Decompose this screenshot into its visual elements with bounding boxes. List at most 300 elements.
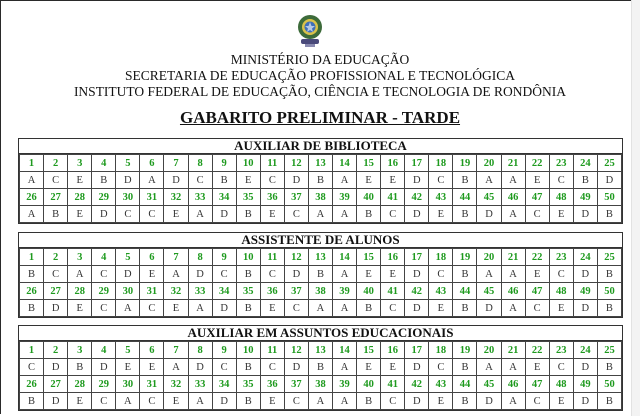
question-number: 38	[308, 376, 332, 393]
answer-cell: B	[357, 206, 381, 223]
answer-cell: E	[357, 359, 381, 376]
answer-cell: B	[453, 359, 477, 376]
question-number: 14	[333, 342, 357, 359]
answer-cell: A	[477, 172, 501, 189]
question-number: 16	[381, 155, 405, 172]
question-number: 39	[333, 376, 357, 393]
question-number: 14	[333, 155, 357, 172]
answer-cell: C	[116, 206, 140, 223]
question-number: 48	[549, 376, 573, 393]
question-number: 48	[549, 189, 573, 206]
question-number: 35	[236, 189, 260, 206]
answer-cell: C	[284, 300, 308, 317]
answer-cell: B	[357, 393, 381, 410]
answer-cell: C	[44, 172, 68, 189]
answer-cell: D	[212, 393, 236, 410]
answer-cell: E	[260, 393, 284, 410]
answer-cell: E	[381, 359, 405, 376]
question-number: 44	[453, 376, 477, 393]
question-number: 31	[140, 376, 164, 393]
answer-cell: D	[44, 300, 68, 317]
answer-cell: C	[429, 172, 453, 189]
question-number: 5	[116, 155, 140, 172]
question-number: 25	[597, 155, 621, 172]
answer-cell: D	[212, 300, 236, 317]
question-number: 40	[357, 189, 381, 206]
question-number: 31	[140, 283, 164, 300]
answer-cell: A	[477, 266, 501, 283]
answer-cell: E	[525, 359, 549, 376]
question-number: 20	[477, 249, 501, 266]
question-number: 38	[308, 283, 332, 300]
question-number: 20	[477, 155, 501, 172]
answer-cell: B	[92, 172, 116, 189]
answer-cell: C	[429, 359, 453, 376]
answer-table-1	[18, 232, 623, 318]
question-number: 39	[333, 283, 357, 300]
question-number: 50	[597, 283, 621, 300]
question-number: 17	[405, 155, 429, 172]
table-title: AUXILIAR EM ASSUNTOS EDUCACIONAIS	[19, 326, 622, 341]
answer-cell: A	[20, 206, 44, 223]
question-number: 28	[68, 189, 92, 206]
answer-row	[20, 172, 622, 189]
answer-cell: D	[284, 359, 308, 376]
answer-cell: B	[236, 206, 260, 223]
answer-cell: C	[525, 300, 549, 317]
answer-cell: E	[549, 393, 573, 410]
answer-cell: C	[92, 300, 116, 317]
answer-cell: A	[333, 300, 357, 317]
question-number-row	[20, 155, 622, 172]
question-number: 18	[429, 342, 453, 359]
answer-cell: E	[429, 206, 453, 223]
question-number: 3	[68, 342, 92, 359]
answer-cell: D	[405, 359, 429, 376]
question-number: 23	[549, 249, 573, 266]
answer-cell: C	[284, 206, 308, 223]
answer-cell: D	[92, 206, 116, 223]
answer-cell: E	[381, 266, 405, 283]
question-number: 46	[501, 283, 525, 300]
question-number: 21	[501, 342, 525, 359]
ministry-line: MINISTÉRIO DA EDUCAÇÃO	[230, 52, 410, 67]
answer-cell: A	[501, 300, 525, 317]
question-number: 28	[68, 376, 92, 393]
question-number: 2	[44, 155, 68, 172]
question-number: 30	[116, 283, 140, 300]
answer-cell: E	[68, 206, 92, 223]
answer-cell: B	[597, 206, 621, 223]
answer-cell: B	[20, 266, 44, 283]
question-number: 22	[525, 155, 549, 172]
answer-cell: B	[453, 266, 477, 283]
question-number: 16	[381, 342, 405, 359]
question-number: 9	[212, 155, 236, 172]
answer-cell: C	[525, 206, 549, 223]
answer-cell: B	[308, 172, 332, 189]
answer-cell: D	[597, 172, 621, 189]
answer-cell: A	[308, 206, 332, 223]
question-number: 27	[44, 376, 68, 393]
question-number: 29	[92, 189, 116, 206]
answer-cell: D	[573, 393, 597, 410]
answer-cell: E	[164, 393, 188, 410]
question-number: 3	[68, 249, 92, 266]
question-number: 42	[405, 283, 429, 300]
answer-row	[20, 206, 622, 223]
answer-cell: E	[164, 300, 188, 317]
question-number: 24	[573, 342, 597, 359]
answer-cell: E	[381, 172, 405, 189]
question-number: 29	[92, 376, 116, 393]
answer-cell: D	[212, 206, 236, 223]
answer-cell: D	[405, 172, 429, 189]
question-number: 28	[68, 283, 92, 300]
answer-cell: A	[188, 393, 212, 410]
question-number: 39	[333, 189, 357, 206]
answer-cell: C	[188, 172, 212, 189]
answer-cell: E	[549, 300, 573, 317]
answer-cell: B	[453, 393, 477, 410]
answer-cell: A	[188, 206, 212, 223]
question-number: 30	[116, 376, 140, 393]
answer-cell: E	[116, 359, 140, 376]
question-number: 30	[116, 189, 140, 206]
answer-cell: C	[140, 206, 164, 223]
question-number: 11	[260, 342, 284, 359]
answer-cell: A	[501, 359, 525, 376]
question-number: 1	[20, 342, 44, 359]
question-number: 12	[284, 155, 308, 172]
answer-cell: E	[357, 266, 381, 283]
answer-cell: D	[44, 359, 68, 376]
answer-cell: B	[212, 172, 236, 189]
question-number: 32	[164, 189, 188, 206]
question-number: 22	[525, 249, 549, 266]
question-number: 10	[236, 155, 260, 172]
answer-cell: E	[260, 300, 284, 317]
answer-cell: D	[164, 172, 188, 189]
answer-cell: E	[164, 206, 188, 223]
question-number: 4	[92, 155, 116, 172]
question-number: 45	[477, 189, 501, 206]
question-number: 29	[92, 283, 116, 300]
question-number: 10	[236, 249, 260, 266]
answer-cell: D	[284, 266, 308, 283]
question-number: 43	[429, 189, 453, 206]
question-number: 41	[381, 189, 405, 206]
institute-line: INSTITUTO FEDERAL DE EDUCAÇÃO, CIÊNCIA E TECNOLOGIA DE RONDÔNIA	[73, 84, 567, 99]
question-number: 11	[260, 249, 284, 266]
question-number: 44	[453, 283, 477, 300]
question-number: 8	[188, 249, 212, 266]
question-number: 33	[188, 376, 212, 393]
answer-cell: B	[44, 206, 68, 223]
question-number: 46	[501, 376, 525, 393]
answer-cell: B	[236, 266, 260, 283]
answer-cell: D	[44, 393, 68, 410]
question-number: 36	[260, 189, 284, 206]
question-number: 47	[525, 189, 549, 206]
answer-cell: C	[20, 359, 44, 376]
answer-cell: B	[308, 359, 332, 376]
question-number: 14	[333, 249, 357, 266]
answer-cell: D	[188, 266, 212, 283]
answer-cell: C	[549, 266, 573, 283]
question-number: 6	[140, 249, 164, 266]
answer-cell: A	[116, 393, 140, 410]
answer-cell: E	[236, 172, 260, 189]
answer-cell: D	[405, 393, 429, 410]
table-title: ASSISTENTE DE ALUNOS	[19, 233, 622, 248]
answer-cell: C	[525, 393, 549, 410]
answer-cell: D	[92, 359, 116, 376]
question-number: 34	[212, 376, 236, 393]
answer-cell: B	[597, 393, 621, 410]
question-number: 44	[453, 189, 477, 206]
answer-cell: A	[140, 172, 164, 189]
answer-cell: D	[477, 300, 501, 317]
question-number-row	[20, 342, 622, 359]
answer-cell: A	[308, 393, 332, 410]
answer-cell: C	[429, 266, 453, 283]
question-number: 1	[20, 155, 44, 172]
answer-cell: E	[525, 172, 549, 189]
question-number: 19	[453, 155, 477, 172]
question-number: 17	[405, 249, 429, 266]
question-number: 7	[164, 249, 188, 266]
question-number: 37	[284, 189, 308, 206]
answer-cell: A	[501, 172, 525, 189]
question-number: 35	[236, 283, 260, 300]
answer-cell: B	[68, 359, 92, 376]
question-number: 49	[573, 376, 597, 393]
question-number: 43	[429, 376, 453, 393]
answer-cell: A	[68, 266, 92, 283]
question-number-row	[20, 249, 622, 266]
question-number: 15	[357, 249, 381, 266]
answer-cell: B	[453, 206, 477, 223]
question-number: 26	[20, 189, 44, 206]
question-number: 27	[44, 283, 68, 300]
question-number: 49	[573, 189, 597, 206]
question-number: 13	[308, 155, 332, 172]
question-number: 23	[549, 342, 573, 359]
question-number: 18	[429, 155, 453, 172]
answer-cell: C	[44, 266, 68, 283]
question-number: 42	[405, 376, 429, 393]
answer-cell: D	[116, 266, 140, 283]
page-title: GABARITO PRELIMINAR - TARDE	[179, 108, 461, 127]
question-number: 31	[140, 189, 164, 206]
question-number-row	[20, 283, 622, 300]
question-number: 47	[525, 283, 549, 300]
answer-cell: B	[597, 266, 621, 283]
question-number: 18	[429, 249, 453, 266]
question-number: 41	[381, 283, 405, 300]
answer-cell: B	[453, 300, 477, 317]
answer-table-2	[18, 325, 623, 411]
answer-cell: C	[260, 172, 284, 189]
question-number: 47	[525, 376, 549, 393]
answer-cell: A	[333, 172, 357, 189]
answer-cell: C	[381, 300, 405, 317]
question-number: 8	[188, 155, 212, 172]
question-number: 21	[501, 155, 525, 172]
answer-row	[20, 300, 622, 317]
question-number: 8	[188, 342, 212, 359]
question-number: 19	[453, 342, 477, 359]
question-number: 5	[116, 249, 140, 266]
question-number: 7	[164, 155, 188, 172]
question-number: 16	[381, 249, 405, 266]
answer-cell: E	[140, 359, 164, 376]
answer-cell: A	[333, 393, 357, 410]
question-number: 40	[357, 376, 381, 393]
question-number: 20	[477, 342, 501, 359]
answer-cell: A	[20, 172, 44, 189]
answer-cell: E	[68, 300, 92, 317]
question-number: 26	[20, 283, 44, 300]
question-number: 2	[44, 249, 68, 266]
question-number: 46	[501, 189, 525, 206]
answer-cell: D	[477, 206, 501, 223]
answer-cell: D	[188, 359, 212, 376]
question-number: 25	[597, 249, 621, 266]
answer-cell: C	[92, 393, 116, 410]
answer-cell: B	[236, 300, 260, 317]
question-number: 17	[405, 342, 429, 359]
question-number: 22	[525, 342, 549, 359]
answer-cell: D	[405, 206, 429, 223]
question-number: 25	[597, 342, 621, 359]
answer-cell: C	[140, 300, 164, 317]
answer-cell: B	[597, 300, 621, 317]
question-number: 3	[68, 155, 92, 172]
question-number: 5	[116, 342, 140, 359]
answer-cell: D	[573, 266, 597, 283]
question-number: 13	[308, 342, 332, 359]
answer-cell: A	[333, 266, 357, 283]
answer-cell: E	[525, 266, 549, 283]
question-number: 38	[308, 189, 332, 206]
question-number: 32	[164, 283, 188, 300]
question-number: 37	[284, 376, 308, 393]
question-number: 40	[357, 283, 381, 300]
answer-cell: A	[333, 206, 357, 223]
answer-cell: D	[573, 206, 597, 223]
question-number: 13	[308, 249, 332, 266]
question-number: 7	[164, 342, 188, 359]
question-number: 19	[453, 249, 477, 266]
answer-cell: D	[116, 172, 140, 189]
answer-cell: D	[477, 393, 501, 410]
question-number-row	[20, 376, 622, 393]
answer-cell: D	[405, 266, 429, 283]
question-number: 15	[357, 342, 381, 359]
answer-cell: C	[381, 393, 405, 410]
question-number-row	[20, 189, 622, 206]
secretariat-line: SECRETARIA DE EDUCAÇÃO PROFISSIONAL E TECNOLÓGICA	[124, 68, 516, 83]
question-number: 12	[284, 249, 308, 266]
answer-row	[20, 393, 622, 410]
answer-table-0	[18, 138, 623, 224]
question-number: 36	[260, 283, 284, 300]
question-number: 21	[501, 249, 525, 266]
answer-cell: E	[429, 393, 453, 410]
answer-cell: A	[164, 266, 188, 283]
question-number: 26	[20, 376, 44, 393]
question-number: 35	[236, 376, 260, 393]
question-number: 48	[549, 283, 573, 300]
answer-cell: C	[212, 266, 236, 283]
answer-cell: B	[453, 172, 477, 189]
answer-cell: E	[68, 172, 92, 189]
answer-cell: B	[20, 300, 44, 317]
question-number: 24	[573, 249, 597, 266]
answer-cell: C	[549, 172, 573, 189]
answer-cell: D	[573, 359, 597, 376]
question-number: 34	[212, 283, 236, 300]
answer-cell: E	[68, 393, 92, 410]
answer-cell: A	[501, 206, 525, 223]
question-number: 34	[212, 189, 236, 206]
answer-cell: B	[573, 172, 597, 189]
question-number: 33	[188, 283, 212, 300]
question-number: 33	[188, 189, 212, 206]
question-number: 4	[92, 249, 116, 266]
answer-cell: E	[549, 206, 573, 223]
answer-cell: A	[164, 359, 188, 376]
answer-cell: A	[116, 300, 140, 317]
question-number: 27	[44, 189, 68, 206]
question-number: 6	[140, 155, 164, 172]
answer-cell: A	[308, 300, 332, 317]
answer-cell: B	[308, 266, 332, 283]
answer-cell: A	[188, 300, 212, 317]
answer-cell: E	[357, 172, 381, 189]
question-number: 4	[92, 342, 116, 359]
question-number: 10	[236, 342, 260, 359]
answer-row	[20, 266, 622, 283]
answer-cell: B	[236, 359, 260, 376]
answer-cell: B	[20, 393, 44, 410]
question-number: 41	[381, 376, 405, 393]
answer-cell: D	[284, 172, 308, 189]
answer-cell: E	[260, 206, 284, 223]
answer-cell: C	[260, 266, 284, 283]
answer-cell: A	[477, 359, 501, 376]
question-number: 36	[260, 376, 284, 393]
question-number: 45	[477, 283, 501, 300]
coat-of-arms-icon	[296, 13, 324, 49]
answer-cell: C	[284, 393, 308, 410]
answer-cell: C	[260, 359, 284, 376]
question-number: 6	[140, 342, 164, 359]
answer-cell: A	[501, 266, 525, 283]
answer-cell: C	[549, 359, 573, 376]
question-number: 49	[573, 283, 597, 300]
question-number: 9	[212, 342, 236, 359]
answer-cell: C	[381, 206, 405, 223]
answer-cell: A	[501, 393, 525, 410]
question-number: 50	[597, 189, 621, 206]
question-number: 9	[212, 249, 236, 266]
question-number: 43	[429, 283, 453, 300]
answer-row	[20, 359, 622, 376]
answer-cell: A	[333, 359, 357, 376]
